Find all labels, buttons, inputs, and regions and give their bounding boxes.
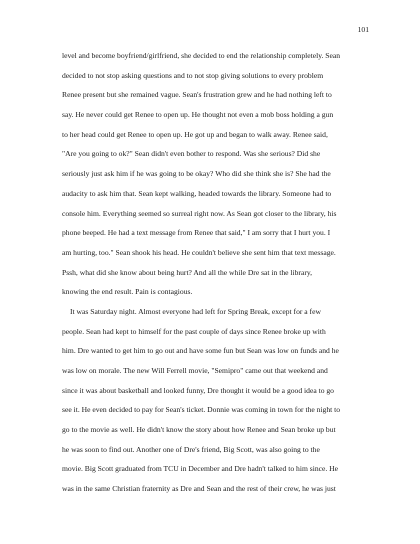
text-line: say. He never could get Renee to open up. He thought not even a mob boss holding a gun: [62, 110, 334, 120]
text-line: Pssh, what did she know about being hurt? And all the while Dre sat in the library,: [62, 267, 313, 277]
text-line: to her head could get Renee to open up. He got up and began to walk away. Renee said,: [62, 129, 328, 139]
text-line: movie. Big Scott graduated from TCU in December and Dre hadn't talked to him since. He: [62, 464, 339, 474]
text-line: phone beeped. He had a text message from Renee that said," I am sorry that I hurt you. I: [62, 228, 331, 238]
text-line: console him. Everything seemed so surreal right now. As Sean got closer to the library, his: [62, 208, 337, 218]
text-line: go to the movie as well. He didn't know the story about how Renee and Sean broke up but: [62, 425, 336, 435]
text-line: people. Sean had kept to himself for the past couple of days since Renee broke up with: [62, 326, 326, 336]
text-line: him. Dre wanted to get him to go out and have some fun but Sean was low on funds and he: [62, 346, 339, 356]
body-text: [62, 46, 366, 499]
text-line: since it was about basketball and looked funny, Dre thought it would be a good idea to go: [62, 385, 334, 395]
text-line: he was soon to find out. Another one of Dre's friend, Big Scott, was also going to the: [62, 444, 320, 454]
text-line: audacity to ask him that. Sean kept walking, headed towards the library. Someone had to: [62, 188, 332, 198]
text-line: "Are you going to ok?" Sean didn't even bother to respond. Was she serious? Did she: [62, 149, 321, 159]
paragraph-first-line: It was Saturday night. Almost everyone had left for Spring Break, except for a few: [70, 306, 321, 316]
page-number: 101: [357, 25, 369, 34]
text-line: seriously just ask him if he was going to be okay? Who did she think she is? She had the: [62, 169, 331, 179]
text-line: level and become boyfriend/girlfriend, she decided to end the relationship completely. Sean: [62, 51, 341, 60]
text-line: see it. He even decided to pay for Sean's ticket. Donnie was coming in town for the night to: [62, 405, 341, 415]
text-line: was low on morale. The new Will Ferrell movie, "Semipro" came out that weekend and: [62, 366, 328, 375]
text-line: Renee present but she remained vague. Sean's frustration grew and he had nothing left to: [62, 90, 332, 100]
text-line: knowing the end result. Pain is contagious.: [62, 287, 193, 297]
text-line: am hurting, too." Sean shook his head. He couldn't believe she sent him that text message.: [62, 247, 336, 257]
text-line: decided to not stop asking questions and to not stop giving solutions to every problem: [62, 70, 324, 80]
text-line: was in the same Christian fraternity as Dre and Sean and the rest of their crew, he was just: [62, 484, 336, 494]
